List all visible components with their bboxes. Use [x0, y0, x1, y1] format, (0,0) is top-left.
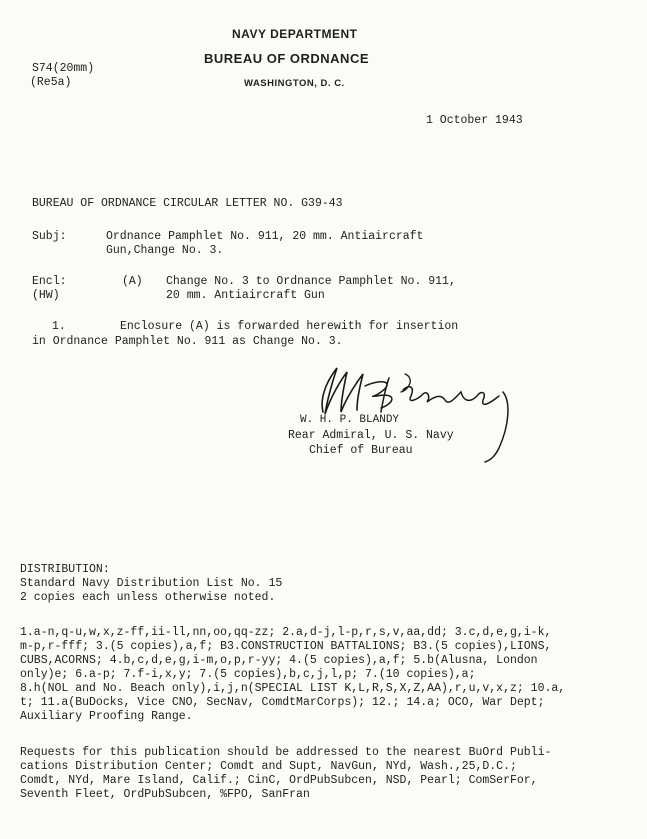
letterhead-bureau: BUREAU OF ORDNANCE [204, 51, 369, 66]
subject-label: Subj: [32, 230, 67, 243]
enclosure-marker: (A) [122, 275, 143, 288]
requests-line: Seventh Fleet, OrdPubSubcen, %FPO, SanFran [20, 788, 310, 801]
distribution-line: Auxiliary Proofing Range. [20, 710, 193, 723]
distribution-line: 1.a-n,q-u,w,x,z-ff,ii-ll,nn,oo,qq-zz; 2.a,d-j,l-p,r,s,v,aa,dd; 3.c,d,e,g,i-k, [20, 626, 552, 639]
distribution-line: 8.h(NOL and No. Beach only),i,j,n(SPECIAL LIST K,L,R,S,X,Z,AA),r,u,v,x,z; 10.a, [20, 682, 566, 695]
enclosure-line-2: 20 mm. Antiaircraft Gun [166, 289, 325, 302]
paragraph-1-number: 1. [52, 320, 66, 333]
signature-name: W. H. P. BLANDY [300, 414, 400, 426]
distribution-line: t; 11.a(BuDocks, Vice CNO, SecNav, ComdtMarCorps); 12.; 14.a; OCO, War Dept; [20, 696, 545, 709]
enclosure-label: Encl: [32, 275, 67, 288]
requests-line: Requests for this publication should be addressed to the nearest BuOrd Publi- [20, 746, 552, 759]
file-code-2: (Re5a) [30, 76, 72, 89]
letterhead-department: NAVY DEPARTMENT [232, 27, 358, 41]
requests-paragraph [20, 746, 628, 802]
distribution-line: only)e; 6.a-p; 7.f-i,x,y; 7.(5 copies),b,c,j,l,p; 7.(10 copies),a; [20, 668, 476, 681]
signature-title: Chief of Bureau [309, 444, 413, 457]
paragraph-1-line-2: in Ordnance Pamphlet No. 911 as Change No. 3. [32, 335, 343, 348]
distribution-copies-line: 2 copies each unless otherwise noted. [20, 591, 276, 604]
file-code-1: S74(20mm) [32, 62, 95, 75]
enclosure-label-hw: (HW) [32, 289, 60, 302]
letter-date: 1 October 1943 [426, 114, 523, 127]
requests-line: Comdt, NYd, Mare Island, Calif.; CinC, OrdPubSubcen, NSD, Pearl; ComSerFor, [20, 774, 538, 787]
distribution-list-line: Standard Navy Distribution List No. 15 [20, 577, 283, 590]
subject-line-1: Ordnance Pamphlet No. 911, 20 mm. Antiaircraft [106, 230, 424, 243]
paragraph-1-line-1: Enclosure (A) is forwarded herewith for insertion [120, 320, 459, 333]
enclosure-line-1: Change No. 3 to Ordnance Pamphlet No. 911, [166, 275, 456, 288]
distribution-heading: DISTRIBUTION: [20, 563, 110, 576]
distribution-codes [20, 626, 628, 724]
subject-line-2: Gun,Change No. 3. [106, 244, 224, 257]
circular-title: BUREAU OF ORDNANCE CIRCULAR LETTER NO. G39-43 [32, 197, 343, 210]
distribution-line: m-p,r-fff; 3.(5 copies),a,f; B3.CONSTRUCTION BATTALIONS; B3.(5 copies),LIONS, [20, 640, 552, 653]
requests-line: cations Distribution Center; Comdt and Supt, NavGun, NYd, Wash.,25,D.C.; [20, 760, 517, 773]
distribution-line: CUBS,ACORNS; 4.b,c,d,e,g,i-m,o,p,r-yy; 4.(5 copies),a,f; 5.b(Alusna, London [20, 654, 538, 667]
letterhead-city: WASHINGTON, D. C. [244, 78, 345, 89]
signature-rank: Rear Admiral, U. S. Navy [288, 429, 454, 442]
